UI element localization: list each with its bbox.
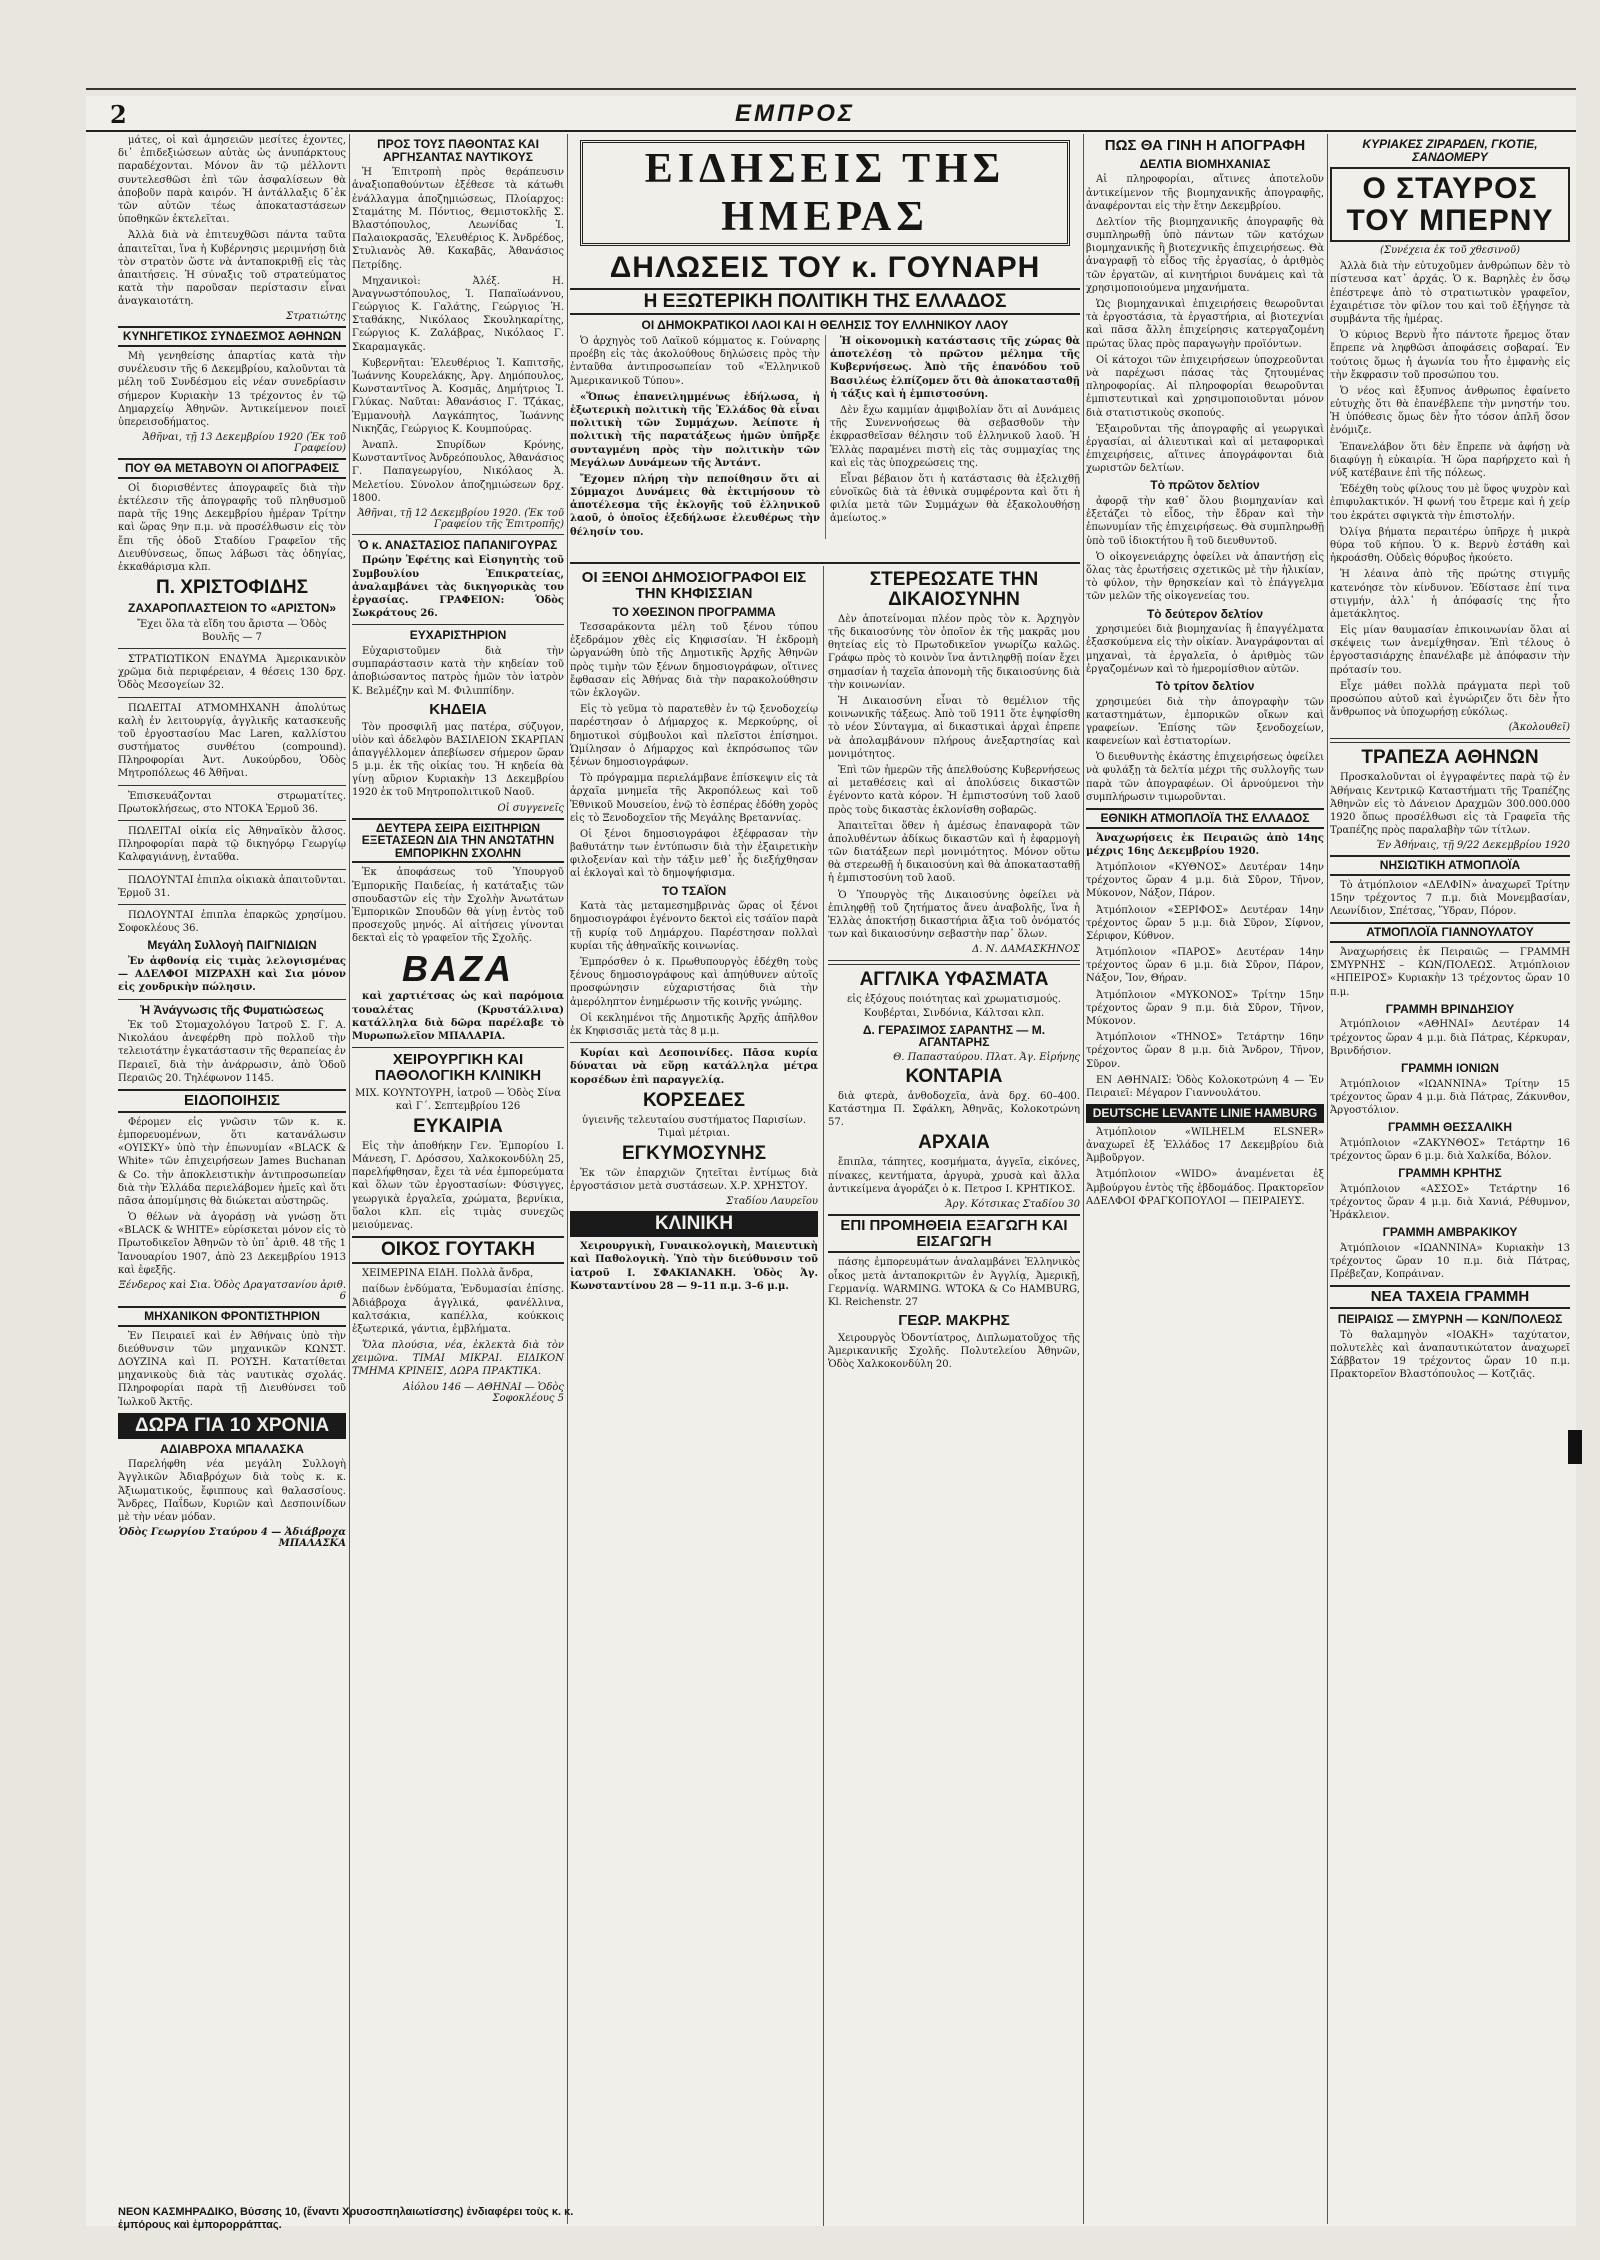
shipping-text: Ἀναχωρήσεις ἐκ Πειραιῶς ἀπὸ 14ης μέχρις 16ης Δεκεμβρίου 1920. <box>1086 832 1324 857</box>
signature: Θ. Παπασταύρου. Πλατ. Ἀγ. Εἰρήνης <box>893 1051 1080 1063</box>
column-divider <box>823 566 824 2226</box>
ad-text: πάσης ἐμπορευμάτων ἀναλαμβάνει Ἑλληνικὸς οἶκος μετὰ ἀνταποκριτῶν ἐν Ἀγγλίᾳ, Ἀμερικῇ, Γερμανίᾳ. WARMING. WTOKA & Co HAMBURG, Kl. Reichenstr. 27 <box>828 1257 1080 1308</box>
article-text: Ὁ διευθυντὴς ἐκάστης ἐπιχειρήσεως ὀφείλει νὰ φυλάξῃ τὰ δελτία μέχρι τῆς συλλογῆς των παρὰ τῶν ἀπογραφέων. Οἱ ἀρνούμενοι τὴν συμπλήρωσιν τιμωροῦνται. <box>1086 752 1324 803</box>
ad-text: καὶ χαρτιέτσας ὡς καὶ παρόμοια τουαλέτας (Κρυστάλλινα) κατάλληλα διὰ δῶρα παρέλαβε τὸ Μυρωπωλεῖον ΜΠΑΛΑΡΙΑ. <box>352 991 564 1042</box>
signature: Ξένδερος καὶ Σια. Ὁδὸς Δραγατσανίου ἀριθ. 6 <box>118 1280 346 1303</box>
ad-text: Ἔχει ὅλα τὰ εἴδη του ἄριστα — Ὁδὸς Βουλῆς — 7 <box>137 618 327 643</box>
heading-egkymosynis: ΕΓΚΥΜΟΣΥΝΗΣ <box>621 1143 766 1164</box>
article-text: Ἐμπρόσθεν ὁ κ. Πρωθυπουργὸς ἐδέχθη τοὺς ξένους δημοσιογράφους καὶ ἀπηύθυνεν αὐτοῖς προσφώνησιν εὐχαριστήσας διὰ τὴν ἀμερόληπτον ἐνημέρωσιν τῆς κοινῆς γνώμης. <box>570 957 818 1008</box>
signature: Ἐν Ἀθήναις, τῇ 9/22 Δεκεμβρίου 1920 <box>1376 840 1570 852</box>
heading-nisiotiki: ΝΗΣΙΩΤΙΚΗ ΑΤΜΟΠΛΟΪΑ <box>1330 855 1570 876</box>
article-text: χρησιμεύει διὰ βιομηχανίας ἢ ἐπαγγέλματα ἐξασκούμενα εἰς τὴν οἰκίαν. Ἀναγράφονται αἱ μηχαναὶ, τὰ ἐργαλεῖα, ὁ ἀριθμὸς τῶν ἐργαζομένων καὶ τὸ ἡμερομίσθιον αὐτῶν. <box>1086 624 1324 675</box>
shipping-text: Ἀτμόπλοιον «ΜΥΚΟΝΟΣ» Τρίτην 15ην τρέχοντος ὥραν 9 π.μ. διὰ Σῦρον, Τῆνον, Μύκονον. <box>1086 989 1324 1028</box>
column-4 <box>1086 134 1324 2224</box>
banner-eidiseis: ΕΙΔΗΣΕΙΣ ΤΗΣ ΗΜΕΡΑΣ <box>580 140 1070 246</box>
subheading: Τὸ πρῶτον δελτίον <box>1150 478 1260 493</box>
article-text: ἀφορᾷ τὴν καθ᾽ ὅλου βιομηχανίαν καὶ ἐξετάζει τὸ εἶδος, τὴν ἔδραν καὶ τὴν ἐπωνυμίαν τῆς ἐπιχειρήσεως. Θὰ συμπληρωθῇ ὑπὸ τοῦ ἰδιοκτήτου ἢ τοῦ διευθυντοῦ. <box>1086 496 1324 547</box>
top-rule <box>86 88 1576 90</box>
signature: Αἰόλου 146 — ΑΘΗΝΑΙ — Ὁδὸς Σοφοκλέους 5 <box>403 1381 564 1404</box>
ad-text: Εἰς τὴν ἀποθήκην Γεν. Ἐμπορίου Ι. Μάνεση, Γ. Δρόσσου, Χαλκοκονδύλη 25, παρελήφθησαν, ἔχει τὰ νέα ἐμπορεύματα καὶ ὅλων τῶν ἐργοστασίων: Φύσιγγες, γεωργικὰ ἐργαλεῖα, χρώματα, βερνίκια, ὕαλοι κλπ. εἰς τιμὰς συνεχῶς μειούμενας. <box>352 1140 564 1232</box>
article-text: Ὁ Ὑπουργὸς τῆς Δικαιοσύνης ὀφείλει νὰ ἐπιληφθῇ τοῦ ζητήματος ἄνευ ἀναβολῆς, ἵνα ἡ Ἑλλὰς ἀποκτήσῃ δικαστήρια ἄξια τοῦ ὀνόματός των καὶ δικαιοσύνην σεβαστὴν παρ᾽ ὅλων. <box>828 889 1080 941</box>
ad-text: Κυρίαι καὶ Δεσποινίδες. Πᾶσα κυρία δύναται νὰ εὕρῃ κατάλληλα μέτρα κορσέδων ἐπὶ παραγγελίᾳ. <box>570 1048 818 1086</box>
shipping-text: Ἀτμόπλοιον «ΙΩΑΝΝΙΝΑ» Τρίτην 15 τρέχοντος ὥραν 4 μ.μ. διὰ Πάτρας, Ζάκυνθον, Ἀργοστόλιον. <box>1330 1078 1570 1116</box>
ad-text: παίδων ἐνδύματα, Ἐνδυμασίαι ἐπίσης. Ἀδιάβροχα ἀγγλικά, φανέλλινα, καλτσάκια, καπέλλα, κούκκοις ἐξωτερικά, γάντια, ἐμβλήματα. <box>352 1284 564 1335</box>
ad-text: Χειρουργικὴ, Γυναικολογικὴ, Μαιευτικὴ καὶ Παθολογικὴ. Ὑπὸ τὴν διεύθυνσιν τοῦ ἰατροῦ Ι. ΣΦΑΚΙΑΝΑΚΗ. Ὁδὸς Ἀγ. Κωνσταντίνου 28 — 9–11 π.μ. 3–6 μ.μ. <box>570 1241 818 1292</box>
divider <box>352 534 564 535</box>
ad-text: Ὅλα πλούσια, νέα, ἐκλεκτὰ διὰ τὸν χειμῶνα. ΤΙΜΑΙ ΜΙΚΡΑΙ. ΕΙΔΙΚΟΝ ΤΜΗΜΑ ΚΡΙΝΕΙΣ, ΔΩΡΑ ΠΡΑΚΤΙΚΑ. <box>352 1340 564 1378</box>
column-2 <box>352 134 564 2224</box>
serial-text: Ὁ νέος καὶ ἔξυπνος ἀνθρωπος ἐφαίνετο εὐτυχὴς ὅτι θὰ ἐπανέβλεπε τὴν μνηστήν του. Ἡ ὑπόθεσις ὅμως δὲν ἦτο τόσον ἁπλῆ ὅσον ἐνόμιζε. <box>1330 385 1570 437</box>
column-3b <box>828 566 1080 2226</box>
heading-makris: ΓΕΩΡ. ΜΑΚΡΗΣ <box>898 1312 1010 1330</box>
article-text: Ἐπὶ τῶν ἡμερῶν τῆς ἀπελθούσης Κυβερνήσεως αἱ μεταθέσεις καὶ αἱ ἀπολύσεις δικαστῶν ἐγένοντο κατὰ κόρον. Ἡ ἐμπιστοσύνη τοῦ λαοῦ πρὸς τοὺς δικαστὰς ἐκλονίσθη σοβαρῶς. <box>828 764 1080 816</box>
shipping-text: Ἀναχωρήσεις ἐκ Πειραιῶς — ΓΡΑΜΜΗ ΣΜΥΡΝΗΣ – ΚΩΝ/ΠΟΛΕΩΣ. Ἀτμόπλοιον «ΗΠΕΙΡΟΣ» Κυριακὴν 13 τρέχοντος ὥραν 10 π.μ. <box>1330 947 1570 998</box>
heading-exoteriki-politiki: Η ΕΞΩΤΕΡΙΚΗ ΠΟΛΙΤΙΚΗ ΤΗΣ ΕΛΛΑΔΟΣ <box>570 288 1080 316</box>
article-text: Αἱ πληροφορίαι, αἵτινες ἀποτελοῦν ἀντικείμενον τῆς βιομηχανικῆς ἀπογραφῆς, ἀναφέρονται εἰς τὴν ἔτην Δεκεμβρίου. <box>1086 174 1324 212</box>
notice-text: Ἐν Πειραιεῖ καὶ ἐν Ἀθήναις ὑπὸ τὴν διεύθυνσιν τῶν μηχανικῶν ΚΩΝΣΤ. ΔΟΥΖΙΝΑ καὶ Π. ΡΟΥΣΗ. Κατατίθεται μηχανικοὺς διὰ τὰς ναυτικὰς σχολάς. Πληροφορίαι παρὰ τῇ Διευθύνσει τοῦ Ἰωλκοῦ Ἀκτῆς. <box>118 1330 346 1408</box>
subheading: ΓΡΑΜΜΗ ΑΜΒΡΑΚΙΚΟΥ <box>1382 1225 1518 1240</box>
heading-stavros: Ο ΣΤΑΥΡΟΣ ΤΟΥ ΜΠΕΡΝΥ <box>1330 167 1570 242</box>
heading-efxaristirion: ΕΥΧΑΡΙΣΤΗΡΙΟΝ <box>409 628 507 643</box>
serial-text: Ἀλλὰ διὰ τὴν εὐτυχοῦμεν ἀνθρώπων δὲν τὸ πίστευσα κατ᾽ ἀρχάς. Ὁ κ. Βαρηλὲς ἐν ὅσῳ ἐπέστρεψε ἀπὸ τὸ στρατιωτικὸν γραφεῖον, ἐχαιρέτισε τὸν φίλον του καὶ τοῦ ἐξήγησε τὰ συμβάντα τῆς ἡμέρας. <box>1330 261 1570 325</box>
shipping-text: Ἀτμόπλοιον «ΑΘΗΝΑΙ» Δευτέραν 14 τρέχοντος ὥραν 4 μ.μ. διὰ Πάτρας, Κέρκυραν, Βρινδήσιον. <box>1330 1019 1570 1057</box>
article-text: χρησιμεύει διὰ τὴν ἀπογραφὴν τῶν καταστημάτων, ἐμπορικῶν οἴκων καὶ γραφείων. Ἐπίσης τῶν ξενοδοχείων, καφενείων καὶ ἐστιατορίων. <box>1086 696 1324 748</box>
shipping-text: Ἀτμόπλοιον «WILHELM ELSNER» ἀναχωρεῖ ἐξ Ἑλλάδος 17 Δεκεμβρίου διὰ Ἀμβοῦργον. <box>1086 1126 1324 1165</box>
ad-text: Ἐκ τῶν ἐπαρχιῶν ζητεῖται ἐντίμως διὰ ἐργοστάσιον μετὰ συστάσεων. Χ.Ρ. ΧΡΗΣΤΟΥ. <box>570 1167 818 1193</box>
subheading: ΓΡΑΜΜΗ ΚΡΗΤΗΣ <box>1398 1166 1502 1181</box>
heading-korsedes: ΚΟΡΣΕΔΕΣ <box>642 1089 746 1111</box>
article-text: Οἱ ξένοι δημοσιογράφοι ἐξέφρασαν τὴν βαθυτάτην των ἐντύπωσιν διὰ τὴν ἐξαιρετικὴν φιλοξενίαν καὶ τὴν τάξιν μεθ᾽ ἧς διεξήχθησαν αἱ ἐκλογαὶ καὶ τὸ δημοψήφισμα. <box>570 828 818 880</box>
column-divider <box>567 134 568 2224</box>
heading-dora: ΔΩΡΑ ΓΙΑ 10 ΧΡΟΝΙΑ <box>118 1413 346 1439</box>
article-text: Εἰς τὸ γεῦμα τὸ παρατεθὲν ἐν τῷ ξενοδοχείῳ παρέστησαν ὁ Δήμαρχος κ. Μερκούρης, οἱ δημοτικοὶ σύμβουλοι καὶ πλεῖστοι ἐπίσημοι. Ὡμίλησαν ὁ Δήμαρχος καὶ ἐκπρόσωπος τῶν ξένων δημοσιογράφων. <box>570 704 818 768</box>
heading-apografi: ΠΩΣ ΘΑ ΓΙΝΗ Η ΑΠΟΓΡΑΦΗ <box>1104 137 1306 154</box>
subheading: ΓΡΑΜΜΗ ΙΟΝΙΩΝ <box>1401 1060 1499 1075</box>
serial-text: Εἶχε μάθει πολλὰ πράγματα περὶ τοῦ προσώπου αὐτοῦ καὶ ἐγνώριζεν ὅτι δὲν ἦτο ἄνθρωπος νὰ ὑποχωρήσῃ εὐκόλως. <box>1330 680 1570 719</box>
article-text: Τὸ πρόγραμμα περιελάμβανε ἐπίσκεψιν εἰς τὰ ἀρχαῖα μνημεῖα τῆς Ἀκροπόλεως καὶ τοῦ Ἐθνικοῦ Μουσείου, ἐνῷ τὸ ἑσπέρας ἐδόθη χορὸς εἰς τὸ Ξενοδοχεῖον τῆς Μεγάλης Βρεταννίας. <box>570 773 818 824</box>
signature: Σταδίου Λαυρεῖου <box>726 1196 818 1208</box>
signature: Στρατιώτης <box>286 311 346 323</box>
heading-gounaris: ΔΗΛΩΣΕΙΣ ΤΟΥ κ. ΓΟΥΝΑΡΗ <box>609 251 1041 284</box>
article-text: Ἀναπλ. Σπυρίδων Κρόνης, Κωνσταντῖνος Ἀνδρεόπουλος, Ἀθανάσιος Γ. Παπαγεωργίου, Νικόλαος Ἀ. Μελετίου. Σύνολον ἀποζημιώσεων δρχ. 1800. <box>352 439 564 504</box>
article-text: Ὁ οἰκογενειάρχης ὀφείλει νὰ ἀπαντήσῃ εἰς ὅλας τὰς ἐρωτήσεις σχετικῶς μὲ τὴν ἡλικίαν, τὸ φύλον, τὴν θρησκείαν καὶ τὸ ἐπάγγελμα τῶν μελῶν τῆς οἰκογενείας του. <box>1086 551 1324 603</box>
intro-paragraph: Ἀλλὰ διὰ νὰ ἐπιτευχθῶσι πάντα ταῦτα ἀπαιτεῖται, ἵνα ἡ Κυβέρνησις μεριμνήσῃ διὰ τὸν στρατὸν ὥστε νὰ ἀνταποκριθῇ εἰς τὰς ἀπαιτήσεις. Ἡ σύναξις τοῦ στρατεύματος κατὰ τὴν παροῦσαν περίστασιν εἶναι ἀναγκαιοτάτη. <box>118 230 346 308</box>
ad-text: Παρελήφθη νέα μεγάλη Συλλογὴ Ἀγγλικῶν Ἀδιαβρόχων διὰ τοὺς κ. κ. Ἀξιωματικούς, ἔφιππους καὶ θαλασσίους. Ἄνδρες, Παΐδων, Κυριῶν καὶ Δεσποινίδων μὲ τὴν νέαν μόδαν. <box>118 1459 346 1524</box>
paper-name: ΕΜΠΡΟΣ <box>735 100 856 127</box>
heading-trapeza: ΤΡΑΠΕΖΑ ΑΘΗΝΩΝ <box>1361 747 1539 769</box>
ad-text: Ἐκ τοῦ Στομαχολόγου Ἰατροῦ Σ. Γ. Α. Νικολάου ἀνεφέρθη πρὸ πολλοῦ τὴν τελειοτάτην ἐγκατάστασιν τῆς θεραπείας ἐν Περαιεῖ, διὰ τὴν ἀνάρρωσιν, ἀπὸ Ὁδοῦ Περαιῶς 20. Τηλέφωνον 1145. <box>118 1020 346 1084</box>
article-text: Δὲν ἔχω καμμίαν ἀμφιβολίαν ὅτι αἱ Δυνάμεις τῆς Συνεννοήσεως θὰ σεβασθοῦν τὴν ἐκφρασθεῖσαν θέλησιν τοῦ ἑλληνικοῦ λαοῦ. Ἡ Ἑλλὰς παραμένει πιστὴ εἰς τὰς συμμαχίας της καὶ εἰς τὰς ὑποχρεώσεις της. <box>830 404 1080 469</box>
subheading: ΖΑΧΑΡΟΠΛΑΣΤΕΙΟΝ ΤΟ «ΑΡΙΣΤΟΝ» <box>128 601 336 615</box>
heading-eykairia: ΕΥΚΑΙΡΙΑ <box>413 1115 503 1137</box>
heading-goutaki: ΟΙΚΟΣ ΓΟΥΤΑΚΗ <box>352 1236 564 1264</box>
article-text: Εἶναι βέβαιον ὅτι ἡ κατάστασις θὰ ἐξελιχθῇ εὐνοϊκῶς διὰ τὰ ἐθνικὰ συμφέροντα καὶ ὅτι ἡ φιλία μετὰ τῶν Συμμάχων θὰ ἐξακολουθήσῃ ἀμείωτος.» <box>830 473 1080 525</box>
ad-text: ΧΕΙΜΕΡΙΝΑ ΕΙΔΗ. Πολλὰ ἄνδρα, <box>362 1268 534 1280</box>
signature: Ὁδὸς Γεωργίου Σταύρου 4 — Ἀδιάβροχα ΜΠΑΛΑΣΚΑ <box>118 1527 346 1550</box>
heading-mixaniko: ΜΗΧΑΝΙΚΟΝ ΦΡΟΝΤΙΣΤΗΡΙΟΝ <box>118 1306 346 1327</box>
heading-xeirourgiki: ΧΕΙΡΟΥΡΓΙΚΗ ΚΑΙ ΠΑΘΟΛΟΓΙΚΗ ΚΛΙΝΙΚΗ <box>374 1051 542 1084</box>
article-text: Ἔχομεν πλήρη τὴν πεποίθησιν ὅτι αἱ Σύμμαχοι Δυνάμεις θὰ ἐκτιμήσουν τὸ ἀποτέλεσμα τῆς ἐκλογῆς τοῦ ἑλληνικοῦ λαοῦ, ὁ ὁποῖος ἐξεδήλωσε ἐλευθέρως τὴν θέλησίν του. <box>570 473 820 538</box>
subheading: Τὸ δεύτερον δελτίον <box>1146 606 1264 621</box>
article-text: Κυβερνῆται: Ἐλευθέριος Ἰ. Καπιτσῆς, Ἰωάννης Κουρελάκης, Ἀργ. Δημόπουλος, Κωνσταντῖνος Ἀ. Κοσμᾶς, Δημήτριος Ἰ. Γλύκας. Ναῦται: Ἀθανάσιος Γ. Τζάκας, Ἐμμανουὴλ Λαγκάπητος, Ἰωάννης Νικηζᾶς, Γεώργιος Κ. Κουμπούρας. <box>352 357 564 435</box>
lead-article-body <box>570 335 1080 539</box>
header-rule <box>86 130 1576 132</box>
notice-text: Εὐχαριστοῦμεν διὰ τὴν συμπαράστασιν κατὰ τὴν κηδείαν τοῦ ἀποβιώσαντος πατρὸς ἡμῶν τὸν ἰατρὸν Κ. Βελμέζην καὶ Μ. Φιλιππίδην. <box>352 646 564 697</box>
heading-nea-taxeia: ΝΕΑ ΤΑΧΕΙΑ ΓΡΑΜΜΗ <box>1330 1285 1570 1309</box>
heading-apografeis: ΠΟΥ ΘΑ ΜΕΤΑΒΟΥΝ ΟΙ ΑΠΟΓΡΑΦΕΙΣ <box>118 458 346 479</box>
article-text: Ὡς βιομηχανικαὶ ἐπιχειρήσεις θεωροῦνται τὰ ἐργοστάσια, τὰ ἐργαστήρια, αἱ βιοτεχνίαι καὶ πᾶσα ἄλλη ἐπιχείρησις κατεργαζομένη πρώτας ὕλας πρὸς παραγωγὴν προϊόντων. <box>1086 299 1324 350</box>
subheading: ΠΕΙΡΑΙΩΣ — ΣΜΥΡΝΗ — ΚΩΝ/ΠΟΛΕΩΣ <box>1337 1312 1563 1327</box>
ad-text: Ἐν ἀφθονίᾳ εἰς τιμὰς λελογισμένας — ΑΔΕΛΦΟΙ ΜΙΖΡΑΧΗ καὶ Σια μόνον εἰς χονδρικὴν πώλησιν. <box>118 955 346 994</box>
classified-ad: ΠΩΛΕΙΤΑΙ ΑΤΜΟΜΗΧΑΝΗ ἀπολύτως καλὴ ἐν λειτουργίᾳ, ἀγγλικῆς κατασκευῆς τοῦ ἐργοστασίου Mac Laren, καλλίστου συστήματος συνθέτου (compound). Πληροφορίαι Ἀντ. Λυκούρδου, Ὁδὸς Μητροπόλεως 46 Ἀθῆναι. <box>118 702 346 780</box>
divider <box>1330 738 1570 743</box>
notice-text: Μὴ γενηθείσης ἀπαρτίας κατὰ τὴν συνέλευσιν τῆς 6 Δεκεμβρίου, καλοῦνται τὰ μέλη τοῦ Συνδέσμου εἰς νέαν συνεδρίασιν σήμερον Κυριακὴν 13 τρέχοντος ἐν τῷ Δημαρχείῳ Ἀθηνῶν. Ἀντικείμενον ποιεῖ ὑπερεισοδήματος. <box>118 351 346 428</box>
notice-text: Προσκαλοῦνται οἱ ἐγγραφέντες παρὰ τῷ ἐν Ἀθήναις Κεντρικῷ Καταστήματι τῆς Τραπέζης Ἀθηνῶν εἰς τὸ Δάνειον Δραχμῶν 300.000.000 1920 ὅπως προσέλθωσι εἰς τὰ Γραφεῖα τῆς Τραπέζης πρὸς παραλαβὴν τῶν τίτλων. <box>1330 772 1570 837</box>
heading-laoi: ΟΙ ΔΗΜΟΚΡΑΤΙΚΟΙ ΛΑΟΙ ΚΑΙ Η ΘΕΛΗΣΙΣ ΤΟΥ ΕΛΛΗΝΙΚΟΥ ΛΑΟΥ <box>641 318 1009 333</box>
divider <box>570 1042 818 1043</box>
article-text: Ἡ οἰκονομικὴ κατάστασις τῆς χώρας θὰ ἀποτελέσῃ τὸ πρῶτον μέλημα τῆς Κυβερνήσεως. Ἀπὸ τῆς ἐπανόδου τοῦ Βασιλέως ἐλπίζομεν ὅτι θὰ ἀποκατασταθῇ ἡ τάξις καὶ ἡ ἐμπιστοσύνη. <box>830 336 1080 400</box>
article-text: Ὁ ἀρχηγὸς τοῦ Λαϊκοῦ κόμματος κ. Γούναρης προέβη εἰς τὰς ἀκολούθους δηλώσεις πρὸς τὴν ἐνταῦθα ἀντιπροσωπείαν τοῦ «Ἑλληνικοῦ Ἀμερικανικοῦ Τύπου». <box>570 336 820 387</box>
heading-ethniki-atmoploia: ΕΘΝΙΚΗ ΑΤΜΟΠΛΟΪΑ ΤΗΣ ΕΛΛΑΔΟΣ <box>1086 808 1324 829</box>
subheading: ΓΡΑΜΜΗ ΘΕΣΣΑΛΙΚΗ <box>1387 1120 1513 1135</box>
column-divider <box>1327 134 1328 2224</box>
scan-edge-mark <box>1568 1430 1582 1464</box>
shipping-text: ΕΝ ΑΘΗΝΑΙΣ: Ὁδὸς Κολοκοτρώνη 4 — Ἐν Πειραιεῖ: Μέγαρον Γιαννουλάτου. <box>1086 1074 1324 1099</box>
article-text: «Ὅπως ἐπανειλημμένως ἐδήλωσα, ἡ ἐξωτερικὴ πολιτικὴ τῆς Ἑλλάδος θὰ εἶναι πολιτικὴ τῶν Συμμάχων. Ἀείποτε ἡ πολιτικὴ τῆς παρατάξεως ἡμῶν ὑπῆρξε συνταγμένη πρὸς τὴν πολιτικὴν τῶν Μεγάλων Δυνάμεων τῆς Ἀντάντ. <box>570 391 820 469</box>
shipping-text: Ἀτμόπλοιον «ΚΥΘΝΟΣ» Δευτέραν 14ην τρέχοντος ὥραν 4 μ.μ. διὰ Σῦρον, Τῆνον, Μύκονον, Νάξον, Πάρον. <box>1086 861 1324 900</box>
ad-text: ἔπιπλα, τάπητες, κοσμήματα, ἀγγεῖα, εἰκόνες, πίνακες, κεντήματα, ἀργυρὰ, χρυσὰ καὶ ἄλλα ἀντικείμενα ἀγοράζει ὁ κ. Πετροσ Ι. ΚΡΗΤΙΚΟΣ. <box>828 1157 1080 1195</box>
serial-text: Ἐδέχθη τοὺς φίλους του μὲ ὕφος ψυχρὸν καὶ ἐπιφυλακτικόν. Ἡ φωνή του ἔτρεμε καὶ ἡ χείρ του ἐκράτει σφιγκτὰ τὴν ἐπιστολήν. <box>1330 484 1570 522</box>
column-3a <box>570 566 818 2226</box>
heading-xenoi: ΟΙ ΞΕΝΟΙ ΔΗΜΟΣΙΟΓΡΑΦΟΙ ΕΙΣ ΤΗΝ ΚΗΦΙΣΣΙΑΝ <box>581 569 807 602</box>
heading-levante: DEUTSCHE LEVANTE LINIE HAMBURG <box>1086 1104 1324 1123</box>
serial-text: Ὁ κύριος Βερνὺ ἦτο πάντοτε ἤρεμος ὅταν ἔπρεπε νὰ ληφθῶσι ἀποφάσεις σοβαραί. Ἐν τούτοις ὅμως ἡ ἀγωνία του ἦτο ἐμφανὴς εἰς τὴν ἔκφρασιν τοῦ προσώπου του. <box>1330 330 1570 381</box>
notice-text: Τὸν προσφιλῆ μας πατέρα, σύζυγον, υἱὸν καὶ ἀδελφὸν ΒΑΣΙΛΕΙΟΝ ΣΚΑΡΠΑΝ ἀπαγγέλλομεν ἀπεβίωσεν σήμερον ὥραν 5 μ.μ. ἐκ τῆς οἰκίας του. Ἡ κηδεία θὰ γίνῃ αὔριον Κυριακὴν 13 Δεκεμβρίου 1920 ἐκ τοῦ Μητροπολιτικοῦ Ναοῦ. <box>352 721 564 799</box>
divider <box>118 785 346 786</box>
classified-ad: ΠΩΛΟΥΝΤΑΙ ἐπιπλα ἐπαρκῶς χρησίμου. Σοφοκλέους 36. <box>118 909 346 935</box>
article-text: Ἡ Ἐπιτροπὴ πρὸς θεράπευσιν ἀναξιοπαθούντων ἐξέθεσε τὰ κάτωθι ἐνάλλαγμα ἀποζημιώσεως, Πλοίαρχος: Σταμάτης Μ. Πόντιος, Θεμιστοκλῆς Σ. Βλαστόπουλος, Λεωνίδας Ἰ. Παλαιοκρασᾶς, Ἐλευθέριος Κ. Ἀνδρέδος, Στυλιανὸς Ἀθ. Κακαβᾶς, Ἀθανάσιος Πετρίδης. <box>352 167 564 271</box>
classified-ad: ΣΤΡΑΤΙΩΤΙΚΟΝ ΕΝΔΥΜΑ Ἀμερικανικὸν χρῶμα διὰ περιφέρειαν, 4 θέσεις 130 δρχ. Ὁδὸς Μεσογείων 32. <box>118 653 346 692</box>
shipping-text: Ἀτμόπλοιον «WIDO» ἀναμένεται ἐξ Ἀμβούργου ἐντὸς τῆς ἑβδομάδος. Πρακτορεῖον ΑΔΕΛΦΟΙ ΦΡΑΓΚΟΠΟΥΛΟΙ — ΠΕΙΡΑΙΕΥΣ. <box>1086 1169 1324 1207</box>
ad-text: Χειρουργὸς Ὀδοντίατρος, Διπλωματοῦχος τῆς Ἀμερικανικῆς Σχολῆς. Πολυτελείου Ἀθηνῶν, Ὁδὸς Χαλκοκονδύλη 20. <box>828 1332 1080 1371</box>
divider <box>352 1047 564 1048</box>
shipping-text: Ἀτμόπλοιον «ΑΣΣΟΣ» Τετάρτην 16 τρέχοντος ὥραν 4 μ.μ. διὰ Χανιά, Ρέθυμνον, Ἡράκλειον. <box>1330 1183 1570 1221</box>
heading-giannoulatou: ΑΤΜΟΠΛΟΪΑ ΓΙΑΝΝΟΥΛΑΤΟΥ <box>1330 922 1570 943</box>
article-text: Ἡ Δικαιοσύνη εἶναι τὸ θεμέλιον τῆς κοινωνικῆς τάξεως. Ἀπὸ τοῦ 1911 ὅτε ἐψηφίσθη τὸ νέον Σύνταγμα, αἱ δικαστικαὶ ἀρχαὶ ἐπρεπε νὰ ἀπολαμβάνουν πλήρους ἀνεξαρτησίας καὶ μονιμότητος. <box>828 696 1080 760</box>
ad-text: ΜΙΧ. ΚΟΥΝΤΟΥΡΗ, ἰατροῦ — Ὁδὸς Σίνα καὶ Γ΄. Σεπτεμβρίου 126 <box>355 1087 561 1112</box>
divider <box>118 869 346 870</box>
heading-arxaia: ΑΡΧΑΙΑ <box>918 1132 990 1154</box>
classified-ad: Ἐπισκευάζονται στρωματίτες. Πρωτοκλήσεως, στο ΝΤΟΚΑ Ἑρμοῦ 36. <box>118 790 346 815</box>
heading-eidopoiisis: ΕΙΔΟΠΟΙΗΣΙΣ <box>118 1089 346 1113</box>
column-1 <box>118 134 346 2224</box>
shipping-text: Τὸ θαλαμηγὸν «ΙΟΑΚΗ» ταχύτατον, πολυτελὲς καὶ ἀναπαυτικώτατον ἀναχωρεῖ Σάββατον 19 τρέχοντος ὥραν 10 π.μ. Πρακτορεῖον Βλαστόπουλος — Κοτζιᾶς. <box>1330 1329 1570 1381</box>
ad-text: εἰς ἐξόχους ποιότητας καὶ χρωματισμούς. Κουβέρται, Σινδόνια, Κάλτσαι κλπ. <box>847 994 1061 1019</box>
article-text: Τεσσαράκοντα μέλη τοῦ ξένου τύπου ἐξεδράμον χθὲς εἰς Κηφισσίαν. Ἡ ἐκδρομὴ ὡργανώθη ὑπὸ τῆς Δημοτικῆς Ἀρχῆς Ἀθηνῶν πρὸς τιμὴν τῶν ξένων δημοσιογράφων, οἵτινες ἔφθασαν εἰς Ἀθήνας διὰ τὴν παρακολούθησιν τῶν ἐκλογῶν. <box>570 622 818 700</box>
shipping-text: Ἀτμόπλοιον «ΙΩΑΝΝΙΝΑ» Κυριακὴν 13 τρέχοντος ὥραν 10 π.μ. διὰ Πάτρας, Πρέβεζαν, Κοπράιναν. <box>1330 1242 1570 1281</box>
subheading: Τὸ τρίτον δελτίον <box>1155 678 1255 693</box>
heading-emporiki-sxoli: ΔΕΥΤΕΡΑ ΣΕΙΡΑ ΕΙΣΙΤΗΡΙΩΝ ΕΞΕΤΑΣΕΩΝ ΔΙΑ ΤΗΝ ΑΝΩΤΑΤΗΝ ΕΜΠΟΡΙΚΗΝ ΣΧΟΛΗΝ <box>352 818 564 864</box>
heading-anglika-yfasmata: ΑΓΓΛΙΚΑ ΥΦΑΣΜΑΤΑ <box>859 969 1049 991</box>
divider <box>828 960 1080 965</box>
heading-paignidia: Μεγάλη Συλλογὴ ΠΑΙΓΝΙΔΙΩΝ <box>147 938 317 953</box>
classified-ad: ΠΩΛΟΥΝΤΑΙ ἐπιπλα οἰκιακὰ ἀπαιτοῦνται. Ἐρμοῦ 31. <box>118 874 346 899</box>
shipping-text: Ἀτμόπλοιον «ΤΗΝΟΣ» Τετάρτην 16ην τρέχοντος ὥραν 8 μ.μ. διὰ Ἄνδρον, Τῆνον, Σῦρον. <box>1086 1032 1324 1070</box>
signature: Ἀθῆναι, τῇ 13 Δεκεμβρίου 1920 (Ἐκ τοῦ Γραφείου) <box>142 432 346 455</box>
article-text: Κατὰ τὰς μεταμεσημβρινὰς ὥρας οἱ ξένοι δημοσιογράφοι ἐγένοντο δεκτοὶ εἰς τσάϊον παρὰ τῇ κυρίᾳ τοῦ Δημάρχου. Παρέστησαν πολλαὶ κυρίαι τῆς ἀθηναϊκῆς κοινωνίας. <box>570 901 818 952</box>
heading-farmaka: Ἡ Ἀνάγνωσις τῆς Φυματιώσεως <box>140 1002 324 1017</box>
divider <box>118 648 346 649</box>
divider <box>352 624 564 625</box>
subheading: ΔΕΛΤΙΑ ΒΙΟΜΗΧΑΝΙΑΣ <box>1139 156 1271 171</box>
footer-ad: ΝΕΟΝ ΚΑΣΜΗΡΑΔΙΚΟ, Βύσσης 10, (ἔναντι Χρυσοσπηλαιωτίσσης) ἐνδιαφέρει τοὺς κ. κ. ἐμπόρους καὶ ἐμπορορράπτας. <box>118 2206 574 2232</box>
kicker: ΚΥΡΙΑΚΕΣ ΖΙΡΑΡΔΕΝ, ΓΚΟΤΙΕ, ΣΑΝΔΟΜΕΡΥ <box>1362 137 1538 164</box>
heading-stereosate: ΣΤΕΡΕΩΣΑΤΕ ΤΗΝ ΔΙΚΑΙΟΣΥΝΗΝ <box>869 569 1039 610</box>
article-text: Ἐξαιροῦνται τῆς ἀπογραφῆς αἱ γεωργικαὶ ἐργασίαι, αἱ ἁλιευτικαὶ καὶ αἱ μεταφορικαὶ ἐπιχειρήσεις, αἵτινες ἀπογράφονται διὰ χωριστῶν δελτίων. <box>1086 423 1324 475</box>
signature: Ἀθῆναι, τῇ 12 Δεκεμβρίου 1920. (Ἐκ τοῦ Γραφείου τῆς Ἐπιτροπῆς) <box>357 507 564 530</box>
notice-text: Οἱ διορισθέντες ἀπογραφεῖς διὰ τὴν ἐκτέλεσιν τῆς ἀπογραφῆς τοῦ πληθυσμοῦ παρὰ τῆς 19ης Δεκεμβρίου ἡμέραν Τρίτην καὶ ὥρας 9ην π.μ. νὰ προσέλθωσιν εἰς τὸν ἔπι τῆς ὁδοῦ Σταδίου Γραφεῖον τῆς Διευθύνσεως, ὅπως λάβωσι τὰς ὁδηγίας, ἐκκαθάρισμα κλπ. <box>118 482 346 573</box>
signature: (Ἀκολουθεῖ) <box>1508 722 1570 734</box>
notice-text: Φέρομεν εἰς γνῶσιν τῶν κ. κ. ἐμπορευομένων, ὅτι κατανάλωσιν «ΟΥΙΣΚΥ» ὑπὸ τὴν ἐπωνυμίαν «BLACK & White» τῶν ἐπιχειρήσεων James Buchanan & Co. τὴν ἀποκλειστικὴν ἀντιπροσωπείαν διὰ τὴν Ἑλλάδα περιελάβομεν ἡμεῖς καὶ ὅτι πᾶσα ἀπομίμησις θὰ διώκεται αὐστηρῶς. <box>118 1116 346 1207</box>
heading-kyn: ΚΥΝΗΓΕΤΙΚΟΣ ΣΥΝΔΕΣΜΟΣ ΑΘΗΝΩΝ <box>118 326 346 347</box>
ad-text: Πρώην Ἐφέτης καὶ Εἰσηγητὴς τοῦ Συμβουλίου Ἐπικρατείας, ἀναλαμβάνει τὰς δικηγορικὰς του ἐργασίας. ΓΡΑΦΕΙΟΝ: Ὁδὸς Σωκράτους 26. <box>352 555 564 620</box>
shipping-text: Ἀτμόπλοιον «ΖΑΚΥΝΘΟΣ» Τετάρτην 16 τρέχοντος ὥραν 6 μ.μ. διὰ Χαλκίδα, Βόλον. <box>1330 1137 1570 1162</box>
heading-papanigouras: Ὁ κ. ΑΝΑΣΤΑΣΙΟΣ ΠΑΠΑΝΙΓΟΥΡΑΣ <box>358 537 558 552</box>
intro-paragraph: μάτες, οἱ καὶ ἀμησειῶν μεσίτες ἐχοντες, δι᾽ ἐπιδεξιώσεων αὐτὰς ὡς ἀνυπάρκτους παραδέχονται. Μόνον ἂν τῷ μέλλοντι συντελεσθῶσι ἐπὶ τῶν ἀσφαλίσεων θὰ ἀποβοῦν παρὰ καιρόν. Ἡ ἀντάλλαξις δ᾽ἐκ τῶν αὐτῶν τέως ἀποκαταστάσεων ὑποθηκῶν ἐκτελεῖται. <box>118 135 346 226</box>
heading-nautikoi: ΠΡΟΣ ΤΟΥΣ ΠΑΘΟΝΤΑΣ ΚΑΙ ΑΡΓΗΣΑΝΤΑΣ ΝΑΥΤΙΚΟΥΣ <box>377 137 539 164</box>
serial-text: Ὀλίγα βήματα περαιτέρω ὑπῆρχε ἡ μικρὰ θύρα τοῦ κήπου. Ὁ κ. Βερνὺ ἐστάθη καὶ ἠκροάσθη. Οὐδεὶς θόρυβος ἠκούετο. <box>1330 526 1570 565</box>
signature: Ἀργ. Κότσικας Σταδίου 30 <box>945 1198 1080 1210</box>
subheading: ΓΡΑΜΜΗ ΒΡΙΝΔΗΣΙΟΥ <box>1385 1001 1515 1016</box>
column-divider <box>1083 134 1084 2224</box>
lead-article <box>570 134 1080 562</box>
heading-xristofidis: Π. ΧΡΙΣΤΟΦΙΔΗΣ <box>156 577 308 599</box>
column-5 <box>1330 134 1570 2224</box>
heading-kideia: ΚΗΔΕΙΑ <box>429 700 487 718</box>
heading-kontaria: ΚΟΝΤΑΡΙΑ <box>905 1065 1003 1087</box>
classified-ad: ΠΩΛΕΙΤΑΙ οἰκία εἰς Ἀθηναϊκὸν ἄλσος. Πληροφορίαι παρὰ τῷ δικηγόρῳ Γεωργίῳ Καλφαγιάννῃ, ἐνταῦθα. <box>118 826 346 864</box>
subheading: ΤΟ ΧΘΕΣΙΝΟΝ ΠΡΟΓΡΑΜΜΑ <box>612 604 776 619</box>
divider <box>118 999 346 1000</box>
page-number: 2 <box>110 100 127 129</box>
divider <box>570 562 1080 564</box>
divider <box>118 820 346 821</box>
signature: Δ. Ν. ΔΑΜΑΣΚΗΝΟΣ <box>972 944 1080 956</box>
shipping-text: Ἀτμόπλοιον «ΠΑΡΟΣ» Δευτέραν 14ην τρέχοντος ὥραν 6 μ.μ. διὰ Σῦρον, Πάρον, Νάξον, Ἴον, Θήραν. <box>1086 947 1324 985</box>
divider <box>118 697 346 698</box>
shipping-text: Τὸ ἀτμόπλοιον «ΔΕΛΦΙΝ» ἀναχωρεῖ Τρίτην 15ην τρέχοντος 7 π.μ. διὰ Μονεμβασίαν, Λεωνίδιον, Σπέτσας, Ὕδραν, Πόρον. <box>1330 879 1570 918</box>
subheading: ΑΔΙΑΒΡΟΧΑ ΜΠΑΛΑΣΚΑ <box>160 1441 304 1456</box>
article-text: Μηχανικοὶ: Ἀλέξ. Η. Ἀναγνωστόπουλος, Ἰ. Παπαϊωάννου, Γεώργιος Κ. Γαλάτης, Γεώργιος Ἡ. Σταθάκης, Νικόλαος Σκουληκαρίτης, Γεώργιος Κ. Ζαλάβρας, Νικόλαος Γ. Σκαραμαγκᾶς. <box>352 275 564 353</box>
notice-text: Ὁ θέλων νὰ ἀγοράσῃ νὰ γνώσῃ ὅτι «BLACK & WHITE» εὑρίσκεται μόνον εἰς τὸ Πρωτοδικεῖον Ἀθηνῶν τὸ ὑπ᾽ ἀριθ. 48 τῆς 1 Ἰανουαρίου 1907, ἀπὸ 23 Δεκεμβρίου 1913 καὶ ἐφεξῆς. <box>118 1212 346 1276</box>
article-text: Δελτίον τῆς βιομηχανικῆς ἀπογραφῆς θὰ συμπληρωθῇ ὑπὸ πάντων τῶν κατόχων βιομηχανικῆς ἢ βιοτεχνικῆς ἐπιχειρήσεως. Θὰ ἀναγραφῇ τὸ εἶδος τῆς ἐργασίας, ὁ ἀριθμὸς τῶν ἐργατῶν, αἱ κινητήριοι δυνάμεις καὶ τὰ χρησιμοποιούμενα μηχανήματα. <box>1086 216 1324 294</box>
ad-text: διὰ φτερὰ, ἀνθοδοχεῖα, ἀνὰ δρχ. 60–400. Κατάστημα Π. Σφάλκη, Ἀθηνᾶς, Κολοκοτρώνη 57. <box>828 1090 1080 1129</box>
continuation-note: (Συνέχεια ἐκ τοῦ χθεσινοῦ) <box>1380 245 1520 257</box>
heading-baza: BAZA <box>402 947 514 989</box>
notice-text: Ἐκ ἀποφάσεως τοῦ Ὑπουργοῦ Ἐμπορικῆς Παιδείας, ἡ κατάταξις τῶν σπουδαστῶν εἰς τὴν Σχολὴν Ἀνωτάτων Ἐμπορικῶν Σπουδῶν θὰ γίνῃ ἐντὸς τοῦ προσεχοῦς μηνός. Αἱ αἰτήσεις γίνονται δεκταὶ εἰς τὸ γραφεῖον τῆς Σχολῆς. <box>352 867 564 945</box>
column-divider <box>349 134 350 2224</box>
signature: Οἱ συγγενεῖς <box>497 802 564 814</box>
ad-text: ὑγιεινῆς τελευταίου συστήματος Παρισίων. Τιμαὶ μέτριαι. <box>582 1114 806 1139</box>
article-text: Ἀπαιτεῖται ὅθεν ἡ ἀμέσως ἐπαναφορὰ τῶν ἀπολυθέντων ἀδίκως δικαστῶν καὶ ἡ ἐφαρμογὴ τῶν διατάξεων περὶ μονιμότητος. Μόνον οὕτω θὰ στερεωθῇ ἡ δικαιοσύνη καὶ θὰ ἀποκατασταθῇ ἡ ἐμπιστοσύνη τοῦ λαοῦ. <box>828 820 1080 885</box>
serial-text: Εἰς μίαν θαυμασίαν ἐπικοινωνίαν ὅλαι αἱ σκέψεις των ἀνεμίχθησαν. Ἐπὶ τέλους ὁ ἐργοστασιάρχης ἐπανέλαβε μὲ ἀπόφασιν τὴν πρότασίν του. <box>1330 625 1570 676</box>
heading-promitheia: ΕΠΙ ΠΡΟΜΗΘΕΙΑ ΕΞΑΓΩΓΗ ΚΑΙ ΕΙΣΑΓΩΓΗ <box>828 1214 1080 1254</box>
heading-kliniki: ΚΛΙΝΙΚΗ <box>570 1211 818 1237</box>
subheading: Δ. ΓΕΡΑΣΙΜΟΣ ΣΑΡΑΝΤΗΣ — Μ. ΑΓΑΝΤΑΡΗΣ <box>862 1022 1046 1050</box>
serial-text: Ἐπανελάβον ὅτι δὲν ἔπρεπε νὰ ἀφήσῃ νὰ διαφύγῃ ἡ εὐκαιρία. Ἡ ὥρα παρήρχετο καὶ ἡ νύξ κατέβαινε ἐπὶ τῆς πόλεως. <box>1330 441 1570 479</box>
shipping-text: Ἀτμόπλοιον «ΣΕΡΙΦΟΣ» Δευτέραν 14ην τρέχοντος ὥραν 5 μ.μ. διὰ Σῦρον, Σίφνον, Σέριφον, Κύθνον. <box>1086 904 1324 942</box>
divider <box>118 904 346 905</box>
serial-text: Ἡ λέαινα ἀπὸ τῆς πρώτης στιγμῆς κατενόησε τὸν κίνδυνον. Ἐδίστασε ἐπί τινα στιγμήν, ἀλλ᾽ ἡ ἀπόφασίς της ἦτο ἀμετάκλητος. <box>1330 569 1570 620</box>
article-text: Δὲν ἀποτείνομαι πλέον πρὸς τὸν κ. Ἀρχηγὸν τῆς δικαιοσύνης τὸν ὁποῖον ἐκ τῆς μακρᾶς μου θητείας εἰς τὸ Πρωτοδικεῖον γνωρίζω καλῶς. Γράφω πρὸς τὸ κοινὸν ἵνα ἀντιληφθῇ ποίαν ἔχει σημασίαν ἡ ταχεῖα ἀπονομὴ τῆς δικαιοσύνης διὰ τὴν κοινωνίαν. <box>828 613 1080 691</box>
article-text: Οἱ κάτοχοι τῶν ἐπιχειρήσεων ὑποχρεοῦνται νὰ παρέχωσι πάσας τὰς ζητουμένας πληροφορίας. Αἱ πληροφορίαι θεωροῦνται ἐμπιστευτικαὶ καὶ χρησιμοποιοῦνται μόνον διὰ στατιστικοὺς σκοπούς. <box>1086 354 1324 419</box>
article-text: Οἱ κεκλημένοι τῆς Δημοτικῆς Ἀρχῆς ἀπῆλθον ἐκ Κηφισσιᾶς μετὰ τὰς 8 μ.μ. <box>570 1012 818 1037</box>
subheading: ΤΟ ΤΣΑΪΟΝ <box>661 883 727 898</box>
